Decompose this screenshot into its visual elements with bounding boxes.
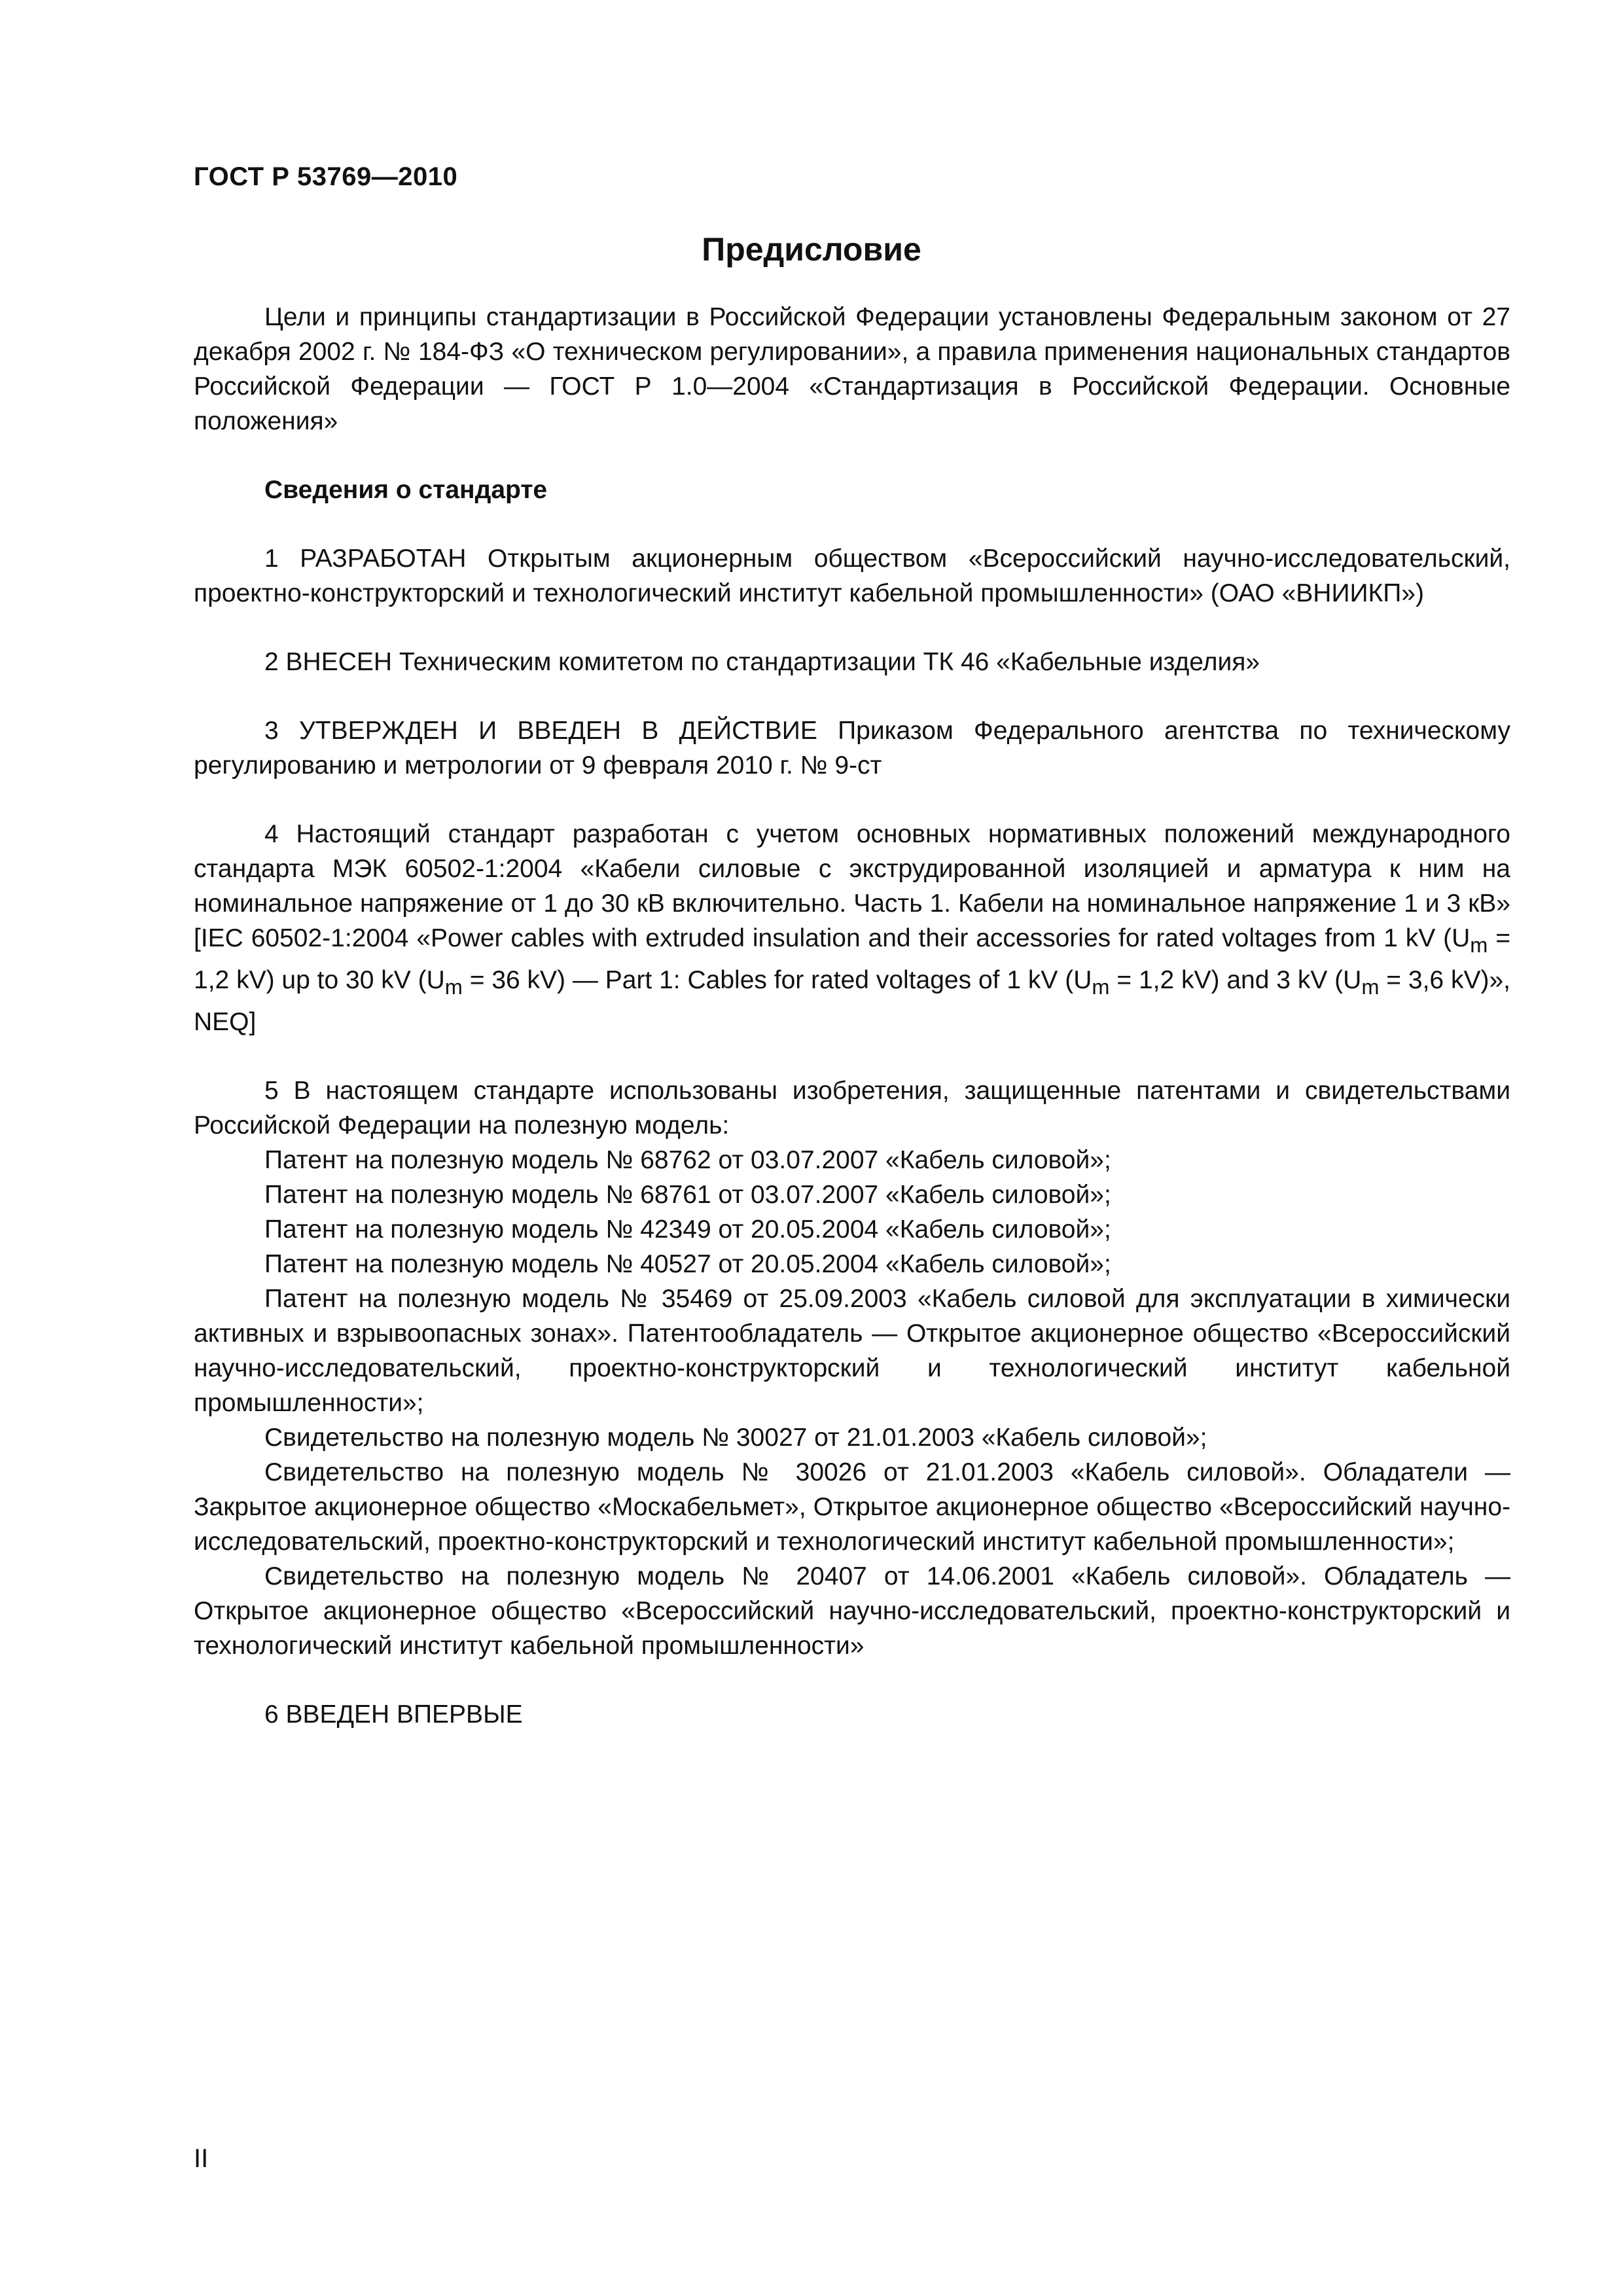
subscript-m: m — [1092, 975, 1110, 999]
patent-entry: Патент на полезную модель № 42349 от 20.05.2004 «Кабель силовой»; — [264, 1215, 1111, 1244]
subscript-m: m — [1361, 975, 1380, 999]
patent-entry: Патент на полезную модель № 68761 от 03.07.2007 «Кабель силовой»; — [264, 1180, 1111, 1209]
certificate-entry: Свидетельство на полезную модель № 20407 от 14.06.2001 «Кабель силовой». Обладатель — Открытое акционерное общество «Всероссийский научно-исследовательский, проектно-конструкторский и технологический институт кабельной промышленности» — [194, 1562, 1510, 1660]
certificate-entry: Свидетельство на полезную модель № 30027 от 21.01.2003 «Кабель силовой»; — [264, 1423, 1207, 1452]
section-subheading: Сведения о стандарте — [264, 476, 548, 504]
subscript-m: m — [1470, 933, 1488, 957]
page-title: Предисловие — [702, 231, 921, 268]
item-developed: 1 РАЗРАБОТАН Открытым акционерным обществом «Всероссийский научно-исследовательский, проектно-конструкторский и технологический институт кабельной промышленности» (ОАО «ВНИИКП») — [194, 545, 1510, 607]
item-patents-intro: 5 В настоящем стандарте использованы изобретения, защищенные патентами и свидетельствами Российской Федерации на полезную модель: — [194, 1076, 1510, 1139]
item-submitted: 2 ВНЕСЕН Техническим комитетом по стандартизации ТК 46 «Кабельные изделия» — [264, 648, 1260, 676]
subscript-m: m — [444, 975, 463, 999]
document-body — [194, 300, 1510, 1732]
intro-paragraph: Цели и принципы стандартизации в Российской Федерации установлены Федеральным законом от 27 декабря 2002 г. № 184-ФЗ «О техническом регулировании», а правила применения национальных стандартов Российской Федерации — ГОСТ Р 1.0—2004 «Стандартизация в Российской Федерации. Основные положения» — [194, 303, 1510, 435]
item-approved: 3 УТВЕРЖДЕН И ВВЕДЕН В ДЕЙСТВИЕ Приказом Федерального агентства по техническому регулированию и метрологии от 9 февраля 2010 г. № 9-ст — [194, 717, 1510, 780]
item-international-basis — [194, 817, 1510, 1039]
item4-russian-text: 4 Настоящий стандарт разработан с учетом основных нормативных положений международного стандарта МЭК 60502-1:2004 «Кабели силовые с экструдированной изоляцией и арматура к ним на номинальное напряжение от 1 до 30 кВ включительно. Часть 1. Кабели на номинальное напряжение 1 и 3 кВ» — [194, 820, 1510, 918]
certificate-entry: Свидетельство на полезную модель № 30026 от 21.01.2003 «Кабель силовой». Обладатели — Закрытое акционерное общество «Москабельмет», Открытое акционерное общество «Всероссийский научно-исследовательский, проектно-конструкторский и технологический институт кабельной промышленности»; — [194, 1458, 1510, 1556]
page-number: II — [194, 2144, 209, 2173]
patent-entry: Патент на полезную модель № 35469 от 25.09.2003 «Кабель силовой для эксплуатации в химически активных и взрывоопасных зонах». Патентообладатель — Открытое акционерное общество «Всероссийский научно-исследовательский, проектно-конструкторский и технологический институт кабельной промышленности»; — [194, 1284, 1510, 1417]
standard-code-header: ГОСТ Р 53769—2010 — [194, 162, 458, 191]
patent-entry: Патент на полезную модель № 68762 от 03.07.2007 «Кабель силовой»; — [264, 1145, 1111, 1174]
item-first-introduced: 6 ВВЕДЕН ВПЕРВЫЕ — [264, 1700, 523, 1729]
patent-entry: Патент на полезную модель № 40527 от 20.05.2004 «Кабель силовой»; — [264, 1249, 1111, 1278]
item4-english-text: [IEC 60502-1:2004 «Power cables with extruded insulation and their accessories for rated voltages from 1 kV ($U_m = 1,2$ kV) up to 30 kV ($U_m = 36$ kV) — Part 1: Cables for rated voltages of 1 kV ($U_m = 1,2$ kV) and 3 kV ($U_m = 3,6$ kV)», NEQ] — [194, 924, 1510, 1036]
